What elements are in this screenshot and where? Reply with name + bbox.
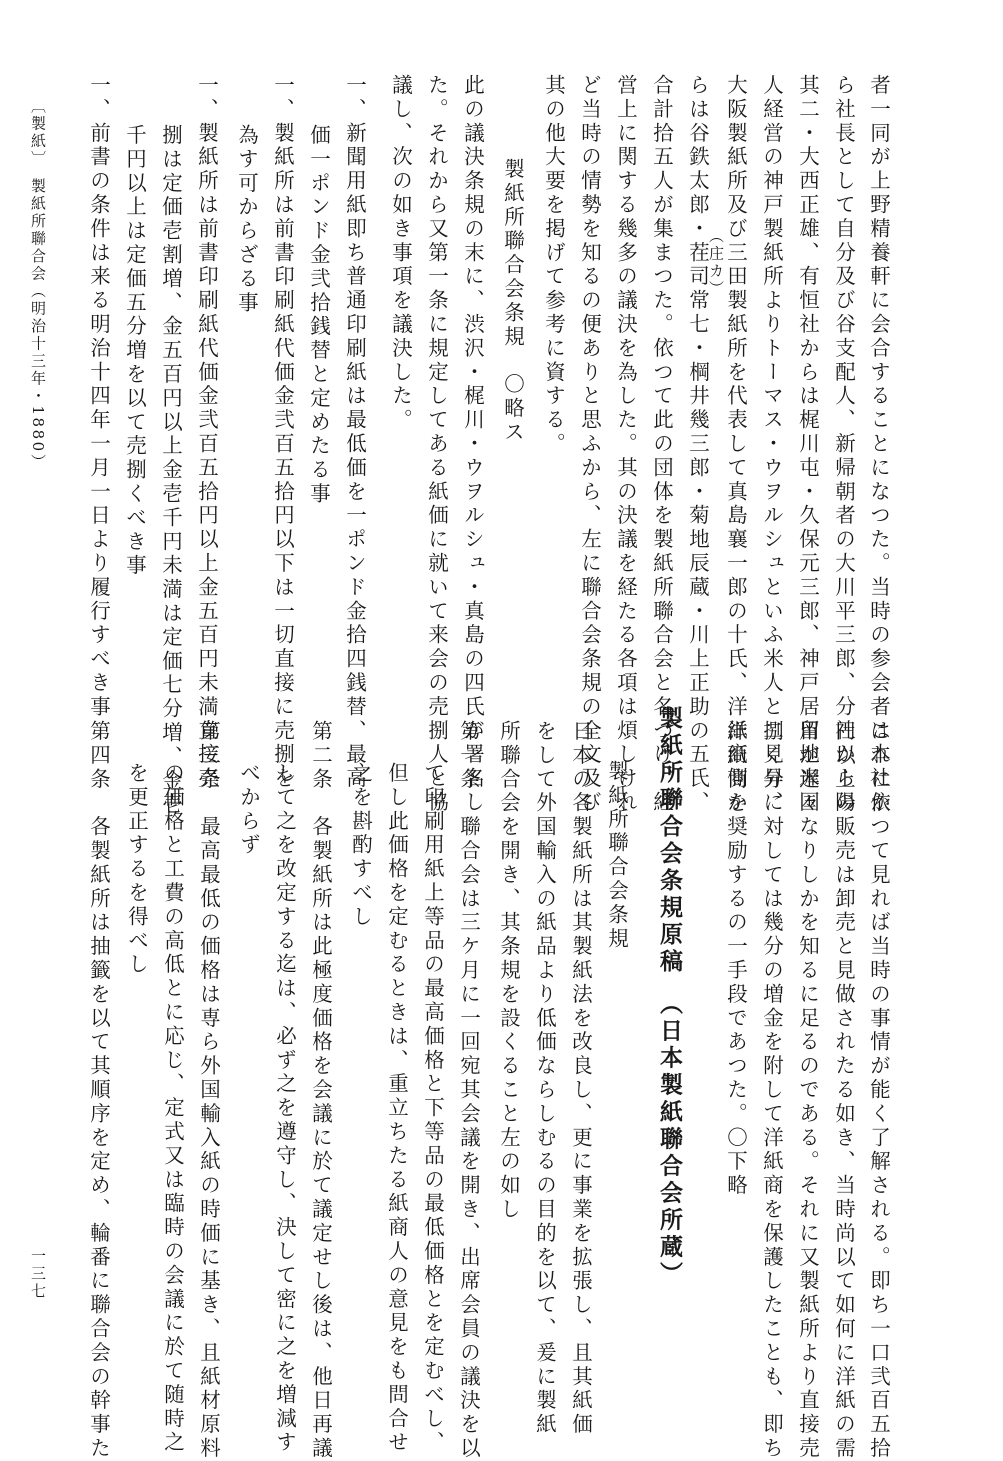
lower-line-20: を更正するを得べし <box>124 762 149 978</box>
lower-line-11: 第一条 聯合会は三ケ月に一回宛其会議を開き、出席会員の議決を以 <box>456 720 481 1461</box>
upper-line-9: ど当時の情勢を知るの便ありと思ふから、左に聯合会条規の全文及び <box>577 74 602 815</box>
lower-line-18: 第三条 最高最低の価格は専ら外国輸入紙の時価に基き、且紙材原料 <box>196 720 221 1461</box>
upper-line-4: 人経営の神戸製紙所よりトーマス・ウヲルシュといふ米人と二見昇、 <box>759 74 784 815</box>
lower-line-13: 但し此価格を定むるときは、重立ちたる紙商人の意見をも問合せ <box>384 762 409 1456</box>
upper-line-7: 合計拾五人が集まつた。依つて此の団体を製紙所聯合会と名づけ、経 <box>649 74 674 815</box>
upper-line-10: 其の他大要を掲げて参考に資する。 <box>541 74 566 457</box>
section-heading: 製紙所聯合会条規原稿 （日本製紙聯合会所蔵） <box>656 706 683 1289</box>
upper-line-18: 為す可からざる事 <box>234 124 259 316</box>
lower-line-8: 日本の各製紙所は其製紙法を改良し、更に事業を拡張し、且其紙価 <box>568 720 593 1437</box>
lower-line-17: べからず <box>236 762 261 858</box>
upper-line-22: 一、前書の条件は来る明治十四年一月一日より履行すべき事 <box>86 74 111 720</box>
lower-line-2: 円以上の販売は卸売と見做されたる如き、当時尚以て如何に洋紙の需 <box>831 720 856 1461</box>
lower-line-10: 所聯合会を開き、其条規を設くること左の如し <box>496 720 521 1222</box>
lower-line-14: 之を斟酌すべし <box>348 762 373 930</box>
lower-line-12: て印刷用紙上等品の最高価格と下等品の最低価格とを定むべし、 <box>420 762 445 1456</box>
lower-line-9: をして外国輸入の紙品より低価ならしむるの目的を以て、爰に製紙 <box>532 720 557 1437</box>
lower-line-16: して之を改定する迄は、必ず之を遵守し、決して密に之を増減す <box>272 762 297 1456</box>
upper-line-21: 千円以上は定価五分増を以て売捌くべき事 <box>122 124 147 579</box>
lower-line-19: の価格と工費の高低とに応じ、定式又は臨時の会議に於て随時之 <box>160 762 185 1456</box>
running-head: 〔製紙〕 製紙所聯合会（明治十三年・1880） <box>29 98 47 472</box>
upper-line-13: た。それから又第一条に規定してある紙価に就いて来会の売捌人と協 <box>424 74 449 815</box>
upper-line-8: 営上に関する幾多の議決を為した。其の決議を経たる各項は煩しけれ <box>613 74 638 815</box>
upper-line-16: 価一ポンド金弐拾銭替と定めたる事 <box>306 124 331 507</box>
upper-line-11: 製紙所聯合会条規 〇略ス <box>500 158 525 445</box>
lower-line-7: 製紙所聯合会条規 <box>604 760 629 952</box>
upper-line-3: 其二・大西正雄、有恒社からは梶川屯・久保元三郎、神戸居留地米国 <box>795 74 820 815</box>
lower-line-5: 洋紙商を奨励するの一手段であつた。〇下略 <box>723 720 748 1198</box>
lower-line-21: 第四条 各製紙所は抽籤を以て其順序を定め、輪番に聯合会の幹事た <box>86 720 111 1461</box>
upper-line-12: 此の議決条規の末に、渋沢・梶川・ウヲルシュ・真島の四氏が署名し <box>460 74 485 815</box>
upper-line-5: 大阪製紙所及び三田製紙所を代表して真島襄一郎の十氏、洋紙商側か <box>723 74 748 815</box>
upper-line-19: 一、製紙所は前書印刷紙代価金弐百五拾円以上金五百円未満直接売 <box>194 74 219 791</box>
upper-line-1: 者一同が上野精養軒に会合することになつた。当時の参会者は本社か <box>866 74 891 815</box>
upper-line-17: 一、製紙所は前書印刷紙代価金弐百五拾円以下は一切直接に売捌を <box>270 74 295 791</box>
page-number: 一三七 <box>29 1248 47 1301</box>
upper-line-14: 議し、次の如き事項を議決した。 <box>388 74 413 433</box>
upper-line-15: 一、新聞用紙即ち普通印刷紙は最低価を一ポンド金拾四銭替、最高 <box>342 74 367 791</box>
upper-line-2: ら社長として自分及び谷支配人、新帰朝者の大川平三郎、分社から陽 <box>831 74 856 815</box>
lower-line-1: これに依つて見れば当時の事情が能く了解される。即ち一口弐百五拾 <box>866 720 891 1461</box>
lower-line-3: 用が遅々なりしかを知るに足るのである。それに又製紙所より直接売 <box>795 720 820 1461</box>
upper-annotation: （庄カ） <box>707 228 725 298</box>
upper-line-20: 捌は定価壱割増、金五百円以上金壱千円未満は定価七分増、金壱 <box>158 124 183 818</box>
lower-line-4: 捌く分に対しては幾分の増金を附して洋紙商を保護したことも、即ち <box>759 720 784 1461</box>
upper-line-6: らは谷鉄太郎・茬司常七・棡井幾三郎・菊地辰蔵・川上正助の五氏、 <box>685 74 710 815</box>
lower-line-15: 第二条 各製紙所は此極度価格を会議に於て議定せし後は、他日再議 <box>308 720 333 1461</box>
